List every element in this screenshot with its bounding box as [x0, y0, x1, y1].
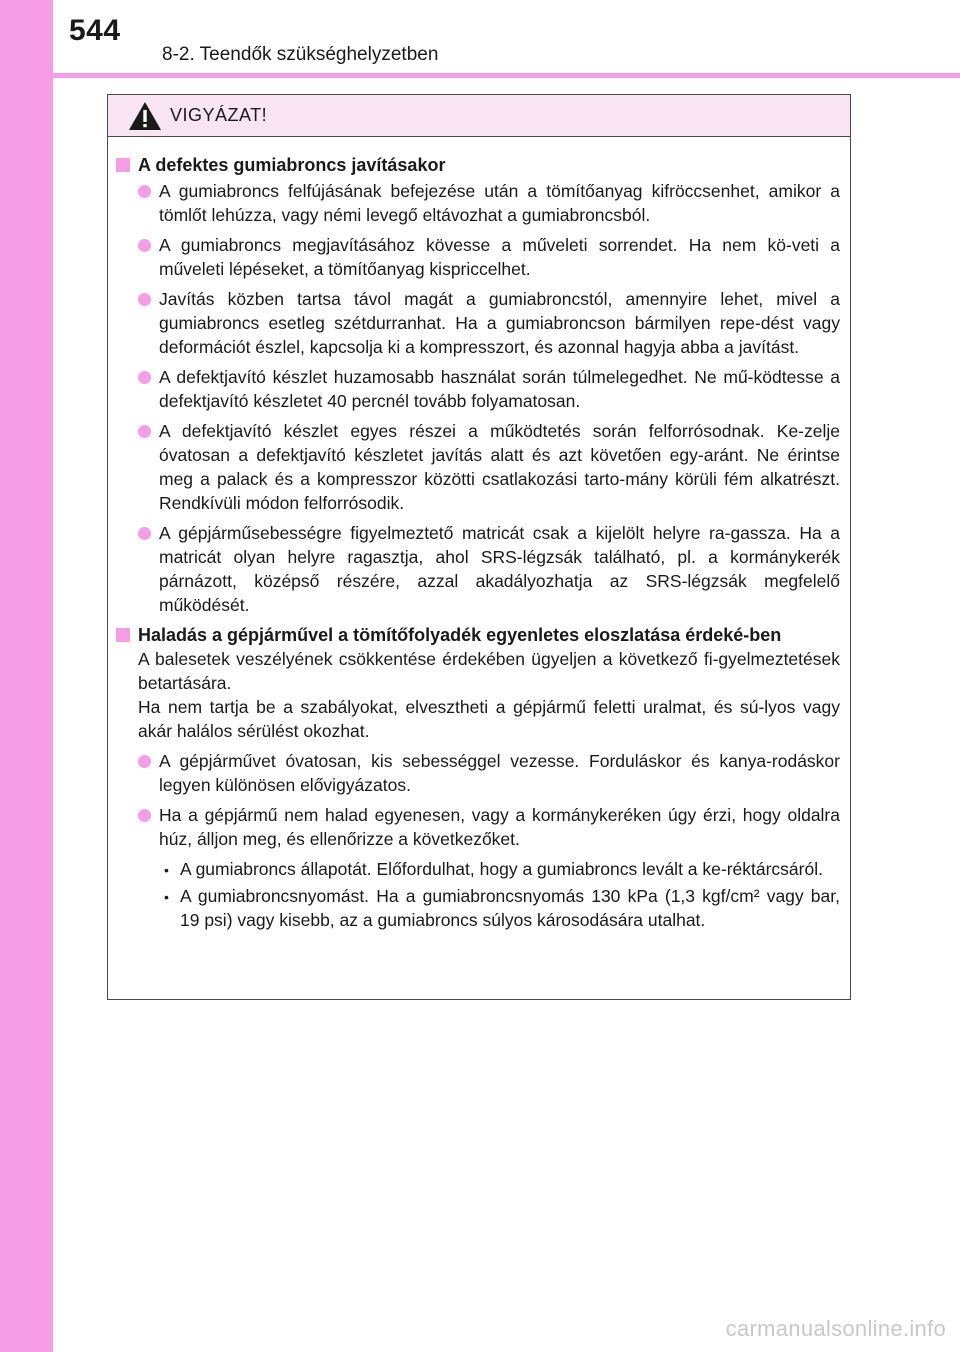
- section-heading-driving: Haladás a gépjárművel a tömítőfolyadék egyenletes eloszlatása érdeké-ben: [116, 623, 840, 647]
- section-title: 8-2. Teendők szükséghelyzetben: [162, 44, 439, 65]
- circle-bullet-icon: [138, 371, 151, 384]
- dot-bullet-icon: •: [164, 862, 169, 878]
- circle-bullet-icon: [138, 239, 151, 252]
- circle-bullet-icon: [138, 809, 151, 822]
- page-number: 544: [69, 14, 121, 47]
- list-item: A defektjavító készlet huzamosabb használat során túlmelegedhet. Ne mű-ködtesse a defektjavító készletet 40 percnél tovább folyamatosan.: [116, 365, 840, 413]
- list-item: A defektjavító készlet egyes részei a működtetés során felforrósodnak. Ke-zelje óvatosan a defektjavító készletet javítás alatt és azt követően egy-aránt. Ne érintse meg a palack és a kompresszor közötti csatlakozási tarto-mány körüli fém alkatrészt. Rendkívüli módon felforrósodik.: [116, 419, 840, 515]
- paragraph: Ha nem tartja be a szabályokat, elvesztheti a gépjármű feletti uralmat, és sú-lyos vagy akár halálos sérülést okozhat.: [138, 697, 840, 741]
- circle-bullet-icon: [138, 425, 151, 438]
- list-item: Ha a gépjármű nem halad egyenesen, vagy a kormánykeréken úgy érzi, hogy oldalra húz, álljon meg, és ellenőrizze a következőket.: [116, 803, 840, 851]
- list-item: A gumiabroncs megjavításához kövesse a műveleti sorrendet. Ha nem kö-veti a műveleti lépéseket, a tömítőanyag kispriccelhet.: [116, 233, 840, 281]
- square-bullet-icon: [116, 628, 130, 642]
- side-color-band: [0, 0, 53, 1352]
- watermark: carmanualsonline.info: [725, 1316, 946, 1341]
- circle-bullet-icon: [138, 527, 151, 540]
- list-item: Javítás közben tartsa távol magát a gumiabroncstól, amennyire lehet, mivel a gumiabroncs esetleg szétdurranhat. Ha a gumiabroncson bármilyen repe-dést vagy deformációt észlel, kapcsolja ki a kompresszort, és azonnal hagyja abba a javítást.: [116, 287, 840, 359]
- circle-bullet-icon: [138, 755, 151, 768]
- warning-triangle-icon: [128, 101, 162, 131]
- dot-bullet-icon: •: [164, 889, 169, 905]
- paragraph: A balesetek veszélyének csökkentése érdekében ügyeljen a következő fi-gyelmeztetések betartására.: [138, 649, 840, 693]
- sub-list-item: • A gumiabroncsnyomást. Ha a gumiabroncsnyomás 130 kPa (1,3 kgf/cm² vagy bar, 19 psi) vagy kisebb, az a gumiabroncs súlyos károsodására utalhat.: [164, 886, 840, 930]
- header-rule: [53, 73, 960, 78]
- section-heading-repair: A defektes gumiabroncs javításakor: [116, 153, 840, 177]
- list-item: A gépjárműsebességre figyelmeztető matricát csak a kijelölt helyre ra-gassza. Ha a matricát olyan helyre ragasztja, ahol SRS-légzsák található, pl. a kormánykerék párnázott, középső részére, azzal akadályozhatja az SRS-légzsák megfelelő működését.: [116, 521, 840, 617]
- circle-bullet-icon: [138, 185, 151, 198]
- square-bullet-icon: [116, 158, 130, 172]
- warning-box: [107, 94, 851, 1000]
- list-item: A gépjárművet óvatosan, kis sebességgel vezesse. Forduláskor és kanya-rodáskor legyen különösen elővigyázatos.: [116, 749, 840, 797]
- list-item: A gumiabroncs felfújásának befejezése után a tömítőanyag kifröccsenhet, amikor a tömlőt lehúzza, vagy némi levegő eltávozhat a gumiabroncsból.: [116, 179, 840, 227]
- warning-title: VIGYÁZAT!: [170, 105, 268, 125]
- warning-body: [108, 137, 850, 932]
- sub-list-item: • A gumiabroncs állapotát. Előfordulhat, hogy a gumiabroncs levált a ke-réktárcsáról.: [116, 857, 840, 882]
- circle-bullet-icon: [138, 293, 151, 306]
- warning-header: [108, 95, 850, 137]
